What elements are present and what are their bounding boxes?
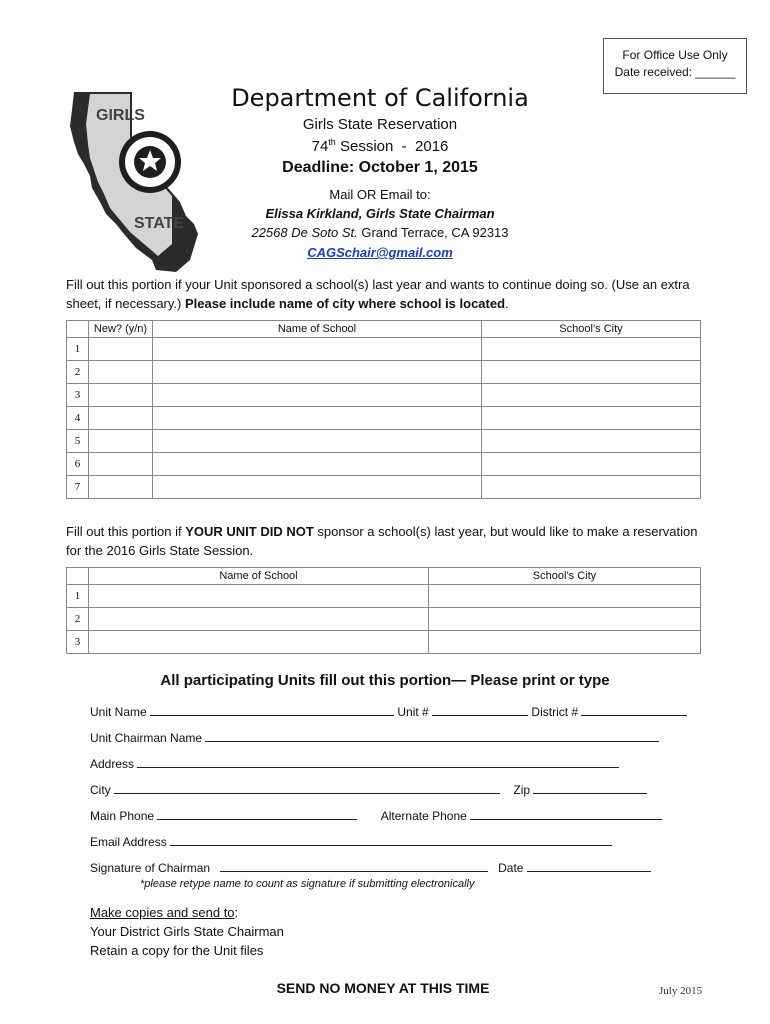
zip-label: Zip: [513, 783, 531, 797]
school-city-cell[interactable]: [482, 338, 701, 361]
signature-row: [90, 860, 651, 875]
mailing-address: [200, 225, 560, 240]
table-row: [67, 407, 701, 430]
zip-field[interactable]: [533, 782, 647, 794]
row-number: 2: [67, 608, 89, 631]
row-number: 3: [67, 384, 89, 407]
send-no-money: [0, 980, 770, 996]
email-label: Email Address: [90, 835, 167, 849]
row-number: 5: [67, 430, 89, 453]
section1-text: Fill out this portion if your Unit sponsored a school(s) last year and wants to continue doing so. (Use an extra sheet, if necessary.): [66, 277, 690, 311]
col-school-city: School’s City: [429, 568, 701, 585]
section1-end: .: [505, 296, 509, 311]
email-row: [90, 834, 612, 849]
table-row: [67, 476, 701, 499]
unit-number-field[interactable]: [432, 704, 528, 716]
col-school-name: Name of School: [153, 321, 482, 338]
signature-field[interactable]: [220, 860, 488, 872]
section1-instructions: [66, 275, 706, 313]
svg-text:GIRLS: GIRLS: [96, 107, 145, 124]
signature-note: *please retype name to count as signature if submitting electronically: [140, 878, 475, 890]
table-header-row: [67, 568, 701, 585]
session-rest: Session - 2016: [335, 138, 449, 155]
school-city-cell[interactable]: [429, 585, 701, 608]
unit-info-row: [90, 704, 687, 719]
row-number: 6: [67, 453, 89, 476]
school-name-cell[interactable]: [153, 476, 482, 499]
email-link[interactable]: CAGSchair@gmail.com: [307, 245, 453, 260]
school-city-cell[interactable]: [482, 430, 701, 453]
main-phone-field[interactable]: [157, 808, 357, 820]
main-phone-label: Main Phone: [90, 809, 155, 823]
col-school-name: Name of School: [89, 568, 429, 585]
alt-phone-field[interactable]: [470, 808, 662, 820]
signature-label: Signature of Chairman: [90, 861, 211, 875]
district-field[interactable]: [581, 704, 687, 716]
unit-number-label: Unit #: [397, 705, 429, 719]
date-label: Date: [498, 861, 524, 875]
table-row: [67, 608, 701, 631]
row-number: 7: [67, 476, 89, 499]
unit-name-field[interactable]: [150, 704, 394, 716]
sponsored-schools-table: [66, 320, 701, 499]
address-city: Grand Terrace, CA 92313: [357, 225, 509, 240]
office-use-label: For Office Use Only: [622, 48, 728, 62]
new-cell[interactable]: [89, 407, 153, 430]
school-city-cell[interactable]: [429, 608, 701, 631]
section3-heading: All participating Units fill out this portion— Please print or type: [160, 672, 610, 689]
header-num-cell: [67, 321, 89, 338]
row-number: 1: [67, 585, 89, 608]
row-number: 2: [67, 361, 89, 384]
subtitle: Girls State Reservation: [302, 116, 458, 133]
copies-heading-text: Make copies and send to: [90, 905, 235, 920]
table-row: [67, 631, 701, 654]
new-cell[interactable]: [89, 453, 153, 476]
address-street: 22568 De Soto St.: [251, 225, 358, 240]
table-row: [67, 361, 701, 384]
school-name-cell[interactable]: [89, 608, 429, 631]
address-field[interactable]: [137, 756, 619, 768]
alt-phone-label: Alternate Phone: [380, 809, 467, 823]
send-no-money-text: SEND NO MONEY AT THIS TIME: [276, 980, 490, 996]
school-name-cell[interactable]: [153, 453, 482, 476]
svg-text:STATE: STATE: [134, 215, 185, 232]
page-title: Department of California: [231, 84, 529, 112]
school-name-cell[interactable]: [89, 585, 429, 608]
new-cell[interactable]: [89, 430, 153, 453]
school-name-cell[interactable]: [153, 430, 482, 453]
chairman-name: Elissa Kirkland, Girls State Chairman: [265, 206, 495, 221]
school-name-cell[interactable]: [153, 338, 482, 361]
row-number: 1: [67, 338, 89, 361]
copies-colon: :: [234, 905, 239, 920]
table-row: [67, 384, 701, 407]
city-zip-row: [90, 782, 647, 797]
school-name-cell[interactable]: [153, 407, 482, 430]
section2-instructions: [66, 522, 706, 560]
date-received-label: Date received: ______: [614, 65, 736, 79]
table-row: [67, 430, 701, 453]
revision-date: July 2015: [659, 985, 703, 997]
city-field[interactable]: [114, 782, 500, 794]
school-city-cell[interactable]: [429, 631, 701, 654]
section1-bold: Please include name of city where school is located: [184, 296, 506, 311]
unit-chair-row: [90, 730, 659, 745]
school-name-cell[interactable]: [89, 631, 429, 654]
mail-label: Mail OR Email to:: [329, 187, 431, 202]
new-cell[interactable]: [89, 476, 153, 499]
session-number: 74: [311, 138, 329, 155]
email-line: [200, 244, 560, 261]
unit-chair-label: Unit Chairman Name: [90, 731, 203, 745]
table-header-row: [67, 321, 701, 338]
school-name-cell[interactable]: [153, 361, 482, 384]
school-name-cell[interactable]: [153, 384, 482, 407]
district-label: District #: [531, 705, 579, 719]
copies-heading: [90, 903, 284, 922]
col-new: New? (y/n): [89, 321, 153, 338]
copies-line1: Your District Girls State Chairman: [90, 924, 284, 939]
table-row: [67, 453, 701, 476]
new-cell[interactable]: [89, 361, 153, 384]
unit-name-label: Unit Name: [90, 705, 147, 719]
col-school-city: School’s City: [482, 321, 701, 338]
table-row: [67, 338, 701, 361]
school-city-cell[interactable]: [482, 384, 701, 407]
email-field[interactable]: [170, 834, 612, 846]
school-city-cell[interactable]: [482, 476, 701, 499]
school-city-cell[interactable]: [482, 361, 701, 384]
new-reservation-table: [66, 567, 701, 654]
city-label: City: [90, 783, 111, 797]
new-cell[interactable]: [89, 384, 153, 407]
office-use-box: [603, 38, 747, 94]
header-num-cell: [67, 568, 89, 585]
section2-bold: YOUR UNIT DID NOT: [185, 524, 314, 539]
copies-section: [90, 903, 284, 960]
section2-text-b: sponsor a school(s) last year, but would like to make a reservation for the 2016 Girls State Session.: [66, 524, 698, 558]
date-field[interactable]: [527, 860, 651, 872]
row-number: 4: [67, 407, 89, 430]
address-label: Address: [90, 757, 135, 771]
deadline: Deadline: October 1, 2015: [282, 159, 478, 176]
new-cell[interactable]: [89, 338, 153, 361]
address-row: [90, 756, 619, 771]
copies-line2: Retain a copy for the Unit files: [90, 943, 264, 958]
row-number: 3: [67, 631, 89, 654]
section2-text-a: Fill out this portion if: [66, 524, 186, 539]
school-city-cell[interactable]: [482, 407, 701, 430]
session-sup: th: [328, 137, 336, 147]
school-city-cell[interactable]: [482, 453, 701, 476]
phone-row: [90, 808, 662, 823]
session-line: [200, 137, 560, 155]
table-row: [67, 585, 701, 608]
unit-chair-field[interactable]: [205, 730, 659, 742]
